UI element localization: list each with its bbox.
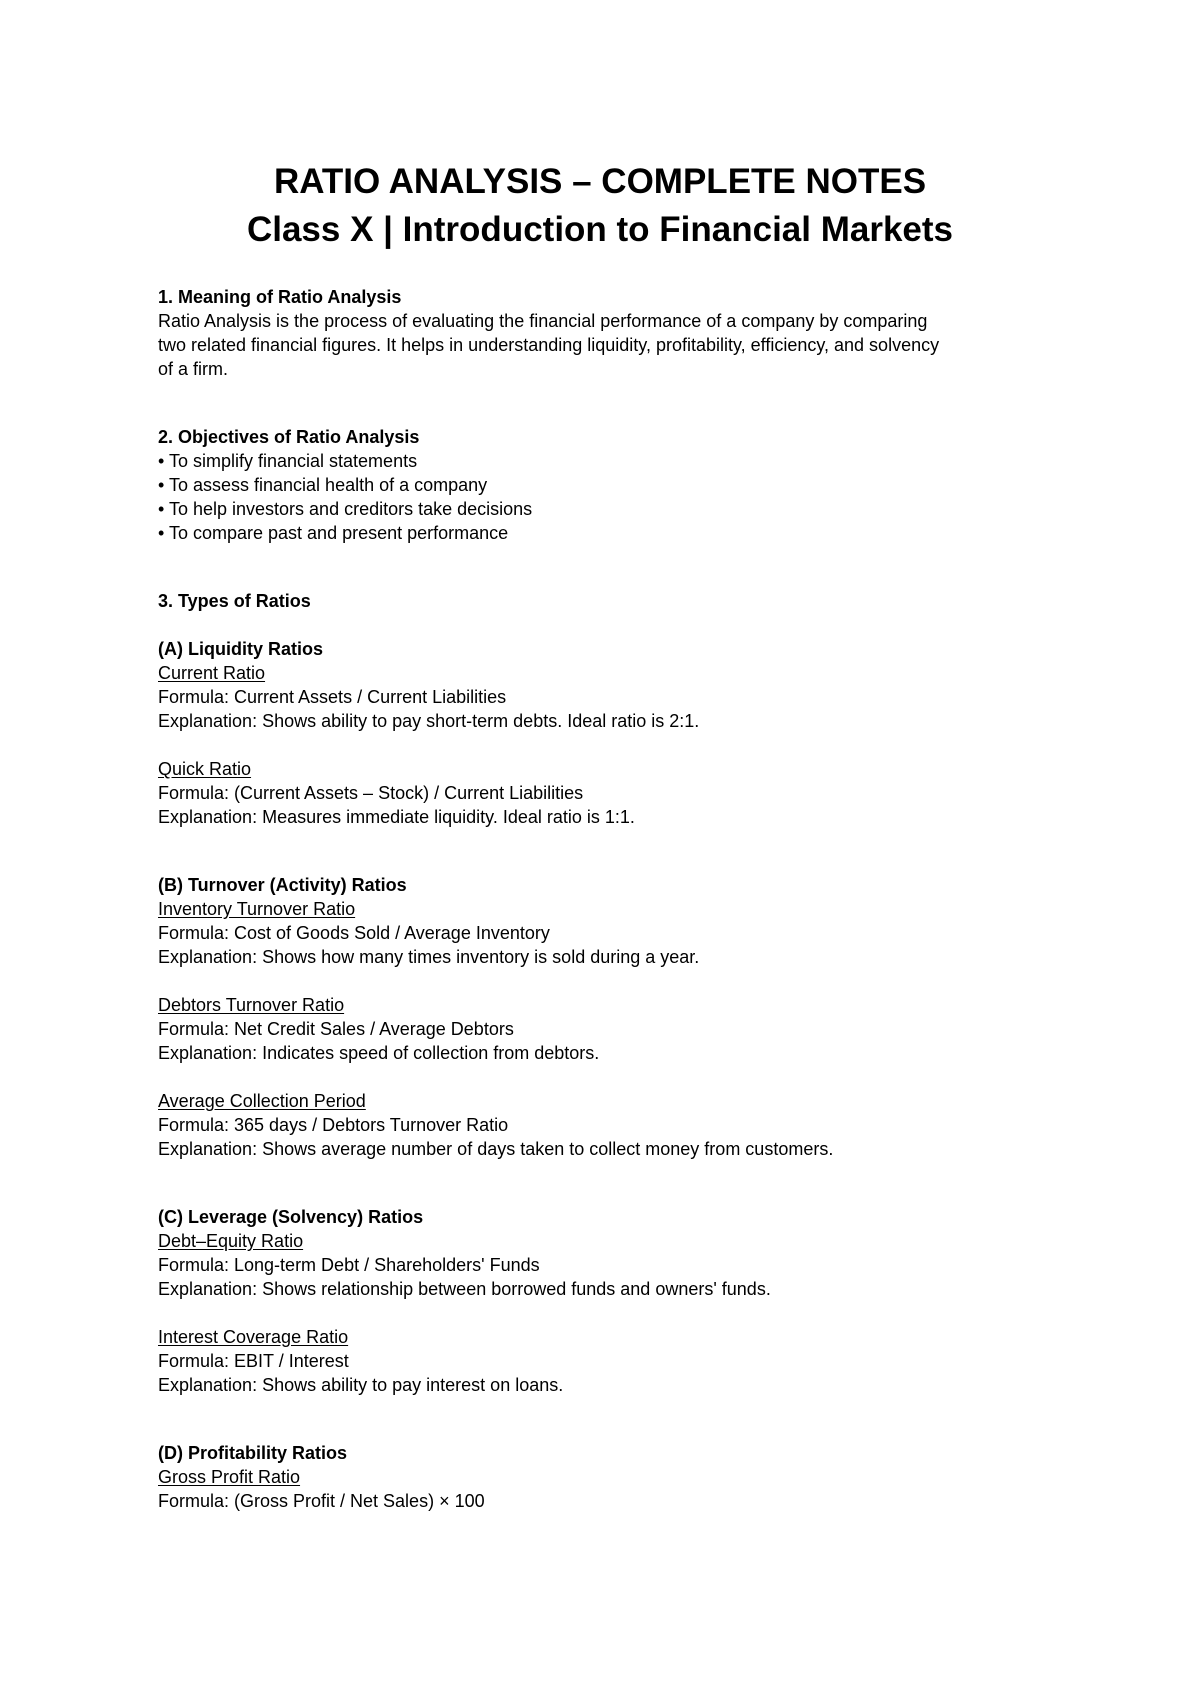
title-line-1: RATIO ANALYSIS – COMPLETE NOTES xyxy=(273,162,927,201)
ratio-formula: Formula: Cost of Goods Sold / Average Inventory xyxy=(158,923,550,943)
bullet-item: • To simplify financial statements xyxy=(158,451,418,471)
ratio-name: Quick Ratio xyxy=(158,759,252,779)
ratio-interest-coverage xyxy=(158,1325,1048,1397)
ratio-explanation: Explanation: Measures immediate liquidity. Ideal ratio is 1:1. xyxy=(158,807,635,827)
section-heading: 3. Types of Ratios xyxy=(158,591,311,611)
document-body xyxy=(158,285,1048,1513)
ratio-name: Gross Profit Ratio xyxy=(158,1467,301,1487)
ratio-name: Current Ratio xyxy=(158,663,266,683)
category-heading: (D) Profitability Ratios xyxy=(158,1443,348,1463)
ratio-explanation: Explanation: Shows how many times inventory is sold during a year. xyxy=(158,947,700,967)
bullet-item: • To compare past and present performance xyxy=(158,523,509,543)
ratio-explanation: Explanation: Shows ability to pay short-term debts. Ideal ratio is 2:1. xyxy=(158,711,700,731)
ratio-average-collection-period xyxy=(158,1089,1048,1161)
ratio-formula: Formula: Long-term Debt / Shareholders' Funds xyxy=(158,1255,540,1275)
document-title xyxy=(0,158,1200,254)
title-line-2: Class X | Introduction to Financial Markets xyxy=(246,210,954,249)
bullet-item: • To help investors and creditors take decisions xyxy=(158,499,533,519)
category-heading: (A) Liquidity Ratios xyxy=(158,639,323,659)
ratio-name: Interest Coverage Ratio xyxy=(158,1327,349,1347)
ratio-formula: Formula: 365 days / Debtors Turnover Ratio xyxy=(158,1115,509,1135)
category-profitability xyxy=(158,1441,1048,1513)
category-heading: (B) Turnover (Activity) Ratios xyxy=(158,875,407,895)
ratio-name: Debt–Equity Ratio xyxy=(158,1231,304,1251)
section-types xyxy=(158,589,1048,1513)
section-meaning xyxy=(158,285,1048,381)
paragraph-line: of a firm. xyxy=(158,359,229,379)
ratio-explanation: Explanation: Shows average number of days taken to collect money from customers. xyxy=(158,1139,834,1159)
ratio-formula: Formula: EBIT / Interest xyxy=(158,1351,349,1371)
section-heading: 2. Objectives of Ratio Analysis xyxy=(158,427,420,447)
ratio-formula: Formula: Current Assets / Current Liabilities xyxy=(158,687,507,707)
ratio-gross-profit xyxy=(158,1465,1048,1513)
ratio-name: Average Collection Period xyxy=(158,1091,366,1111)
ratio-quick xyxy=(158,757,1048,829)
category-turnover xyxy=(158,873,1048,1161)
paragraph-line: Ratio Analysis is the process of evaluating the financial performance of a company by comparing xyxy=(158,311,928,331)
ratio-name: Inventory Turnover Ratio xyxy=(158,899,356,919)
ratio-explanation: Explanation: Shows ability to pay interest on loans. xyxy=(158,1375,564,1395)
category-heading: (C) Leverage (Solvency) Ratios xyxy=(158,1207,424,1227)
ratio-formula: Formula: (Current Assets – Stock) / Current Liabilities xyxy=(158,783,584,803)
ratio-inventory-turnover xyxy=(158,897,1048,969)
section-objectives xyxy=(158,425,1048,545)
category-liquidity xyxy=(158,637,1048,829)
bullet-item: • To assess financial health of a company xyxy=(158,475,488,495)
ratio-name: Debtors Turnover Ratio xyxy=(158,995,345,1015)
ratio-current xyxy=(158,661,1048,733)
ratio-explanation: Explanation: Shows relationship between borrowed funds and owners' funds. xyxy=(158,1279,771,1299)
ratio-formula: Formula: Net Credit Sales / Average Debtors xyxy=(158,1019,514,1039)
paragraph-line: two related financial figures. It helps in understanding liquidity, profitability, efficiency, and solvency xyxy=(158,335,940,355)
ratio-formula: Formula: (Gross Profit / Net Sales) × 100 xyxy=(158,1491,485,1511)
section-heading: 1. Meaning of Ratio Analysis xyxy=(158,287,402,307)
category-leverage xyxy=(158,1205,1048,1397)
ratio-debtors-turnover xyxy=(158,993,1048,1065)
ratio-debt-equity xyxy=(158,1229,1048,1301)
ratio-explanation: Explanation: Indicates speed of collection from debtors. xyxy=(158,1043,600,1063)
